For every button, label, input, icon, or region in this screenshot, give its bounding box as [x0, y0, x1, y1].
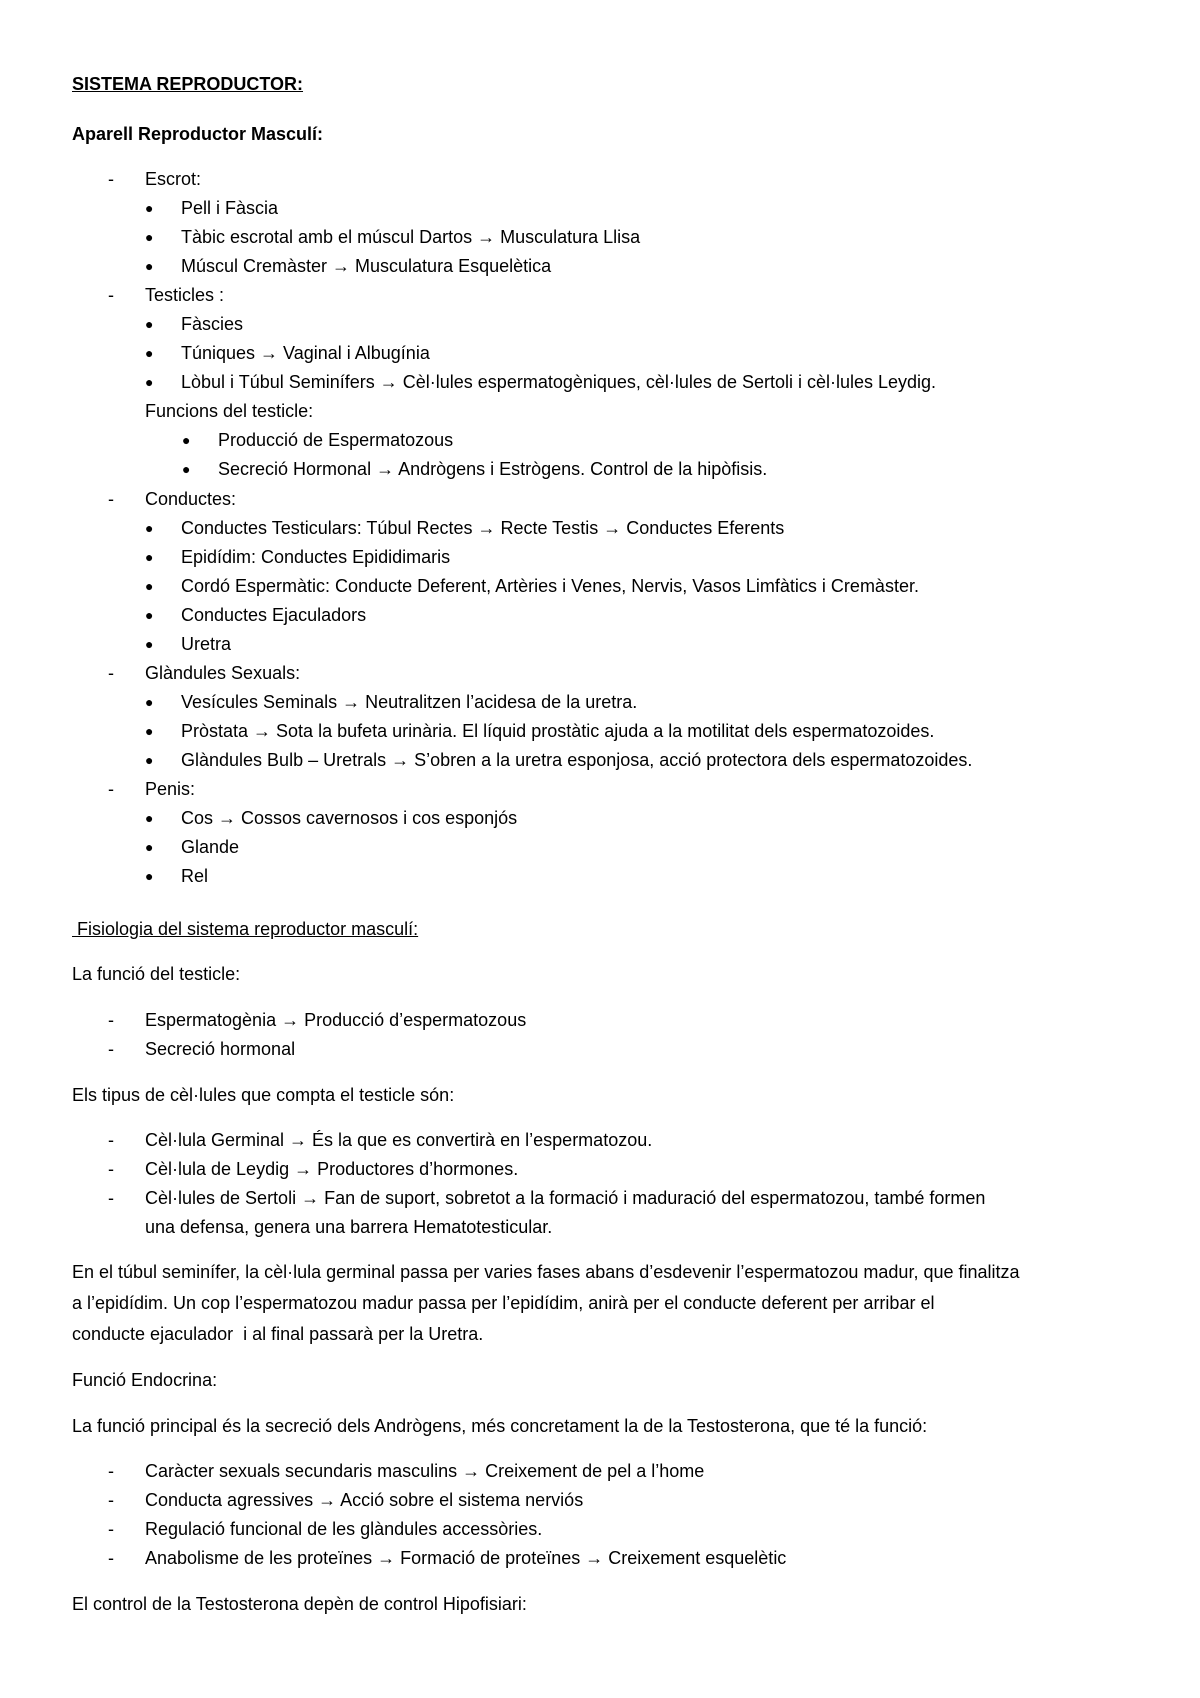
- paragraph: El control de la Testosterona depèn de control Hipofisiari:: [72, 1594, 527, 1614]
- document-page: SISTEMA REPRODUCTOR: Aparell Reproductor Masculí: - Escrot: ● Pell i Fàscia ● Tàbic escrotal amb el múscul Dartos → Musculatura Llisa ● Múscul Cremàster → Musculatura Esquelètica - Testicles : ● Fàscies ● Túniques → Vaginal i Albugínia ● Lòbul i Túbul Seminífers → Cèl·lules espermatogèniques, cèl·lules de Sertoli i cèl·lules Leydig. Funcions del testicle: ● Producció de Espermatozous ● Secreció Hormonal → Andrògens i Estrògens. Control de la hipòfisis. - Conductes: ● Conductes Testiculars: Túbul Rectes → Recte Testis → Conductes Eferents ● Epidídim: Conductes Epididimaris ● Cordó Espermàtic: Conducte Deferent, Artèries i Venes, Nervis, Vasos Limfàtics i Cremàster. ● Conductes Ejaculadors ● Uretra - Glàndules Sexuals: ● Vesícules Seminals → Neutralitzen l’acidesa de la uretra. ● Pròstata → Sota la bufeta urinària. El líquid prostàtic ajuda a la motilitat dels espermatozoides. ● Glàndules Bulb – Uretrals → S’obren a la uretra esponjosa, acció protectora dels espermatozoides. - Penis: ● Cos → Cossos cavernosos i cos esponjós ● Glande ● Rel Fisiologia del sistema reproductor masculí: La funció del testicle: - Espermatogènia → Producció d’espermatozous - Secreció hormonal Els tipus de cèl·lules que compta el testicle són: - Cèl·lula Germinal → És la que es convertirà en l’espermatozou. - Cèl·lula de Leydig → Productores d’hormones. - Cèl·lules de Sertoli → Fan de suport, sobretot a la formació i maduració del espermatozou, també formen una defensa, genera una barrera Hematotesticular. En el túbul seminífer, la cèl·lula germinal passa per varies fases abans d’esdevenir l’espermatozou madur, que finalitza a l’epidídim. Un cop l’espermatozou madur passa per l’epidídim, anirà per el conducte deferent per arribar el conducte ejaculador i al final passarà per la Uretra. Funció Endocrina: La funció principal és la secreció dels Andrògens, més concretament la de la Testosterona, que té la funció: - Caràcter sexuals secundaris masculins → Creixement de pel a l’home - Conducta agressives → Acció sobre el sistema nerviós - Regulació funcional de les glàndules accessòries. - Anabolisme de les proteïnes → Formació de proteïnes → Creixement esquelètic El control de la Testosterona depèn de control Hipofisiari:: [72, 74, 1020, 1614]
- section-heading-physiology: Fisiologia del sistema reproductor masculí:: [72, 919, 419, 939]
- section-heading-endocrine: Funció Endocrina:: [72, 1370, 218, 1390]
- paragraph: Els tipus de cèl·lules que compta el testicle són:: [72, 1085, 455, 1105]
- paragraph-line: conducte ejaculador i al final passarà per la Uretra.: [72, 1324, 484, 1344]
- paragraph-line: En el túbul seminífer, la cèl·lula germinal passa per varies fases abans d’esdevenir l’espermatozou madur, que finalitza: [72, 1262, 1020, 1282]
- paragraph: La funció del testicle:: [72, 964, 241, 984]
- paragraph: La funció principal és la secreció dels Andrògens, més concretament la de la Testosterona, que té la funció:: [72, 1416, 928, 1436]
- paragraph-line: a l’epidídim. Un cop l’espermatozou madur passa per l’epidídim, anirà per el conducte deferent per arribar el: [72, 1293, 935, 1313]
- document-title: SISTEMA REPRODUCTOR:: [72, 74, 304, 94]
- section-heading-male: Aparell Reproductor Masculí:: [72, 124, 324, 144]
